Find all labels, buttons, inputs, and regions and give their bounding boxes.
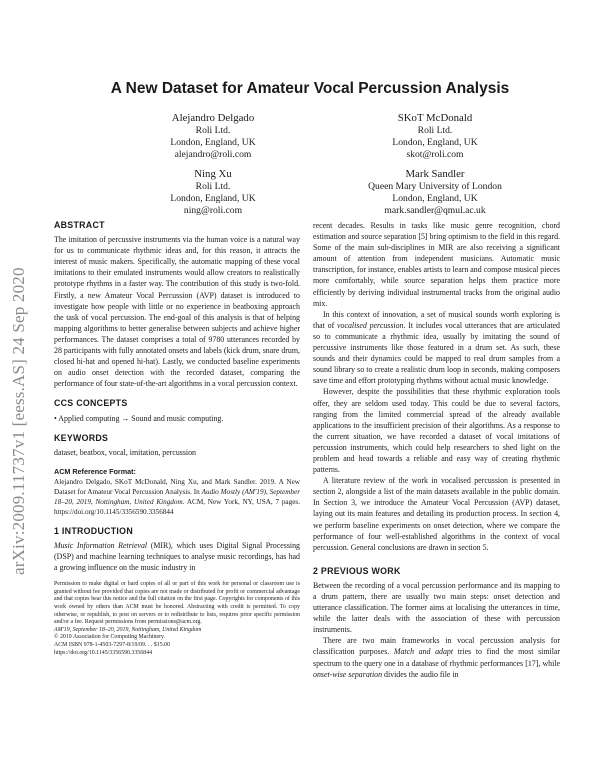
author-email: alejandro@roli.com	[174, 149, 252, 160]
intro-heading: 1 INTRODUCTION	[54, 525, 133, 536]
text-run: tries to find the most similar spectrum to the query one in a database of rhythmic performances [17], while	[313, 647, 561, 668]
author-affiliation: Roli Ltd.	[417, 125, 453, 136]
author-name: SKoT McDonald	[397, 112, 473, 124]
author-affiliation: Roli Ltd.	[195, 125, 231, 136]
doi-line: https://doi.org/10.1145/3356590.3356844	[54, 649, 153, 656]
acm-reference-authors: Alejandro Delgado, SKoT McDonald, Ning Xu, and Mark Sandler. 2019. A New Dataset for Amateur Vocal Percussion Analysis. In	[54, 477, 300, 496]
author-affiliation: Roli Ltd.	[195, 181, 231, 192]
author-block	[320, 168, 550, 217]
paragraph: recent decades. Results in tasks like music genre recognition, chord estimation and source separation [5] bring optimism to the field in this regard. Some of the main sub-disciplines in MIR are also receiving a significant amount of attention from independent musicians. Automatic music transcription, for instance, enables artists to learn and compose musical pieces more comfortably, while source separation helps them practice more efficiently by deriving individual instrumental tracks from the original audio mix.	[313, 221, 560, 308]
author-block	[98, 168, 328, 217]
keywords-text: dataset, beatbox, vocal, imitation, percussion	[54, 447, 196, 457]
intro-lead-rest: (MIR), which uses Digital Signal Processing (DSP) and machine learning techniques to analyse music recordings, has had a growing influence on the music industry in	[54, 540, 300, 573]
ccs-heading: CCS CONCEPTS	[54, 398, 128, 409]
author-block	[320, 112, 550, 161]
copyright-line: © 2019 Association for Computing Machinery.	[54, 634, 166, 641]
ccs-text: • Applied computing → Sound and music computing.	[54, 413, 224, 423]
paper-title: A New Dataset for Amateur Vocal Percussion Analysis	[110, 80, 510, 97]
intro-lead-italic: Music Information Retrieval	[54, 540, 148, 550]
author-location: London, England, UK	[392, 193, 478, 204]
left-column	[54, 220, 300, 657]
intro-text	[54, 540, 300, 573]
copyright-footnote	[54, 581, 300, 657]
italic-term: vocalised percussion	[337, 320, 404, 330]
text-run: In this context of innovation, a set of musical sounds worth exploring is that of	[313, 309, 560, 330]
acm-reference	[54, 467, 300, 517]
paragraph: A literature review of the work in vocalised percussion is presented in section 2, alongside a list of the main datasets available in the public domain. In Section 3, we introduce the Amateur Vocal Percussion (AVP) dataset, laying out its main features and detailing its production process. In section 4, we perform baseline experiments on onset detection, where we compare the performance of four well-established algorithms in the context of vocal percussion. General conclusions are drawn in section 5.	[313, 476, 560, 552]
paragraph: However, despite the possibilities that these rhythmic exploration tools offer, they are seldom used today. This could be due to several factors, ranging from the limited commercial spread of the already available applications to the insufficient precision of their algorithms. As a response to the current situation, we have recorded a dataset of vocal imitations of percussion instruments, which could help researchers to shed light on the problem and head towards a reliable and easy way of creating rhythmic patterns.	[313, 387, 560, 475]
paragraph	[313, 309, 560, 387]
text-run: divides the audio file in	[382, 669, 459, 679]
author-name: Ning Xu	[194, 168, 232, 180]
keywords-heading: KEYWORDS	[54, 432, 109, 443]
text-run: There are two main frameworks in vocal percussion analysis for classification purposes.	[313, 636, 560, 657]
isbn-line: ACM ISBN 978-1-4503-7297-8/19/09. . . $15.00	[54, 641, 171, 648]
italic-term: onset-wise separation	[313, 669, 383, 679]
author-email: ning@roli.com	[183, 205, 243, 216]
right-column	[313, 220, 560, 680]
arxiv-stamp	[5, 205, 33, 575]
acm-reference-venue: Audio Mostly (AM'19), September 18–20, 2019, Nottingham, United Kingdom.	[54, 487, 300, 506]
text-run: . It includes vocal utterances that are articulated so to communicate a rhythmic idea, usually by imitating the sound of percussive instruments like those featured in a drum set. As such, these sounds and their dynamics could be mapped to real drum samples from a sound library so to create a realistic drum loop in seconds, making composers save time and effort prototyping rhythms without actual music knowledge.	[313, 320, 560, 386]
author-email: mark.sandler@qmul.ac.uk	[384, 205, 486, 216]
author-location: London, England, UK	[170, 137, 256, 148]
acm-reference-heading: ACM Reference Format:	[54, 466, 136, 476]
author-name: Mark Sandler	[405, 168, 465, 180]
author-affiliation: Queen Mary University of London	[368, 181, 502, 192]
paragraph: Between the recording of a vocal percussion performance and its mapping to a drum pattern, there are usually two main steps: onset detection and utterance classification. The former aims at localising the utterances in time, while the latter deals with the association of these with percussion instruments.	[313, 580, 560, 635]
paragraph	[313, 635, 560, 679]
author-block	[98, 112, 328, 161]
author-email: skot@roli.com	[406, 149, 464, 160]
conference-line: AM'19, September 18–20, 2019, Nottingham, United Kingdom	[54, 626, 202, 633]
arxiv-stamp-text: arXiv:2009.11737v1 [eess.AS] 24 Sep 2020	[9, 267, 28, 575]
acm-reference-rest: ACM, New York, NY, USA, 7 pages. https://doi.org/10.1145/3356590.3356844	[54, 497, 300, 516]
italic-term: Match and adapt	[393, 647, 454, 657]
author-name: Alejandro Delgado	[171, 112, 255, 124]
abstract-heading: ABSTRACT	[54, 220, 105, 230]
abstract-text: The imitation of percussive instruments via the human voice is a natural way for us to communicate rhythmic ideas and, for this reason, it attracts the interest of music makers. Specifically, the automatic mapping of these vocal imitations to their emulated instruments would allow creators to realistically prototype rhythms in a faster way. The contribution of this study is two-fold. Firstly, a new Amateur Vocal Percussion (AVP) dataset is introduced to investigate how people with little or no experience in beatboxing approach the task of vocal percussion. The end-goal of this analysis is that of helping mapping algorithms to better generalise between subjects and achieve higher performances. The dataset comprises a total of 9780 utterances recorded by 28 participants with fully annotated onsets and labels (kick drum, snare drum, closed hi-hat and opened hi-hat). Lastly, we conducted baseline experiments on audio onset detection with the recorded dataset, comparing the performance of four state-of-the-art algorithms in a vocal percussion context.	[54, 235, 300, 389]
author-location: London, England, UK	[170, 193, 256, 204]
permission-notice: Permission to make digital or hard copies of all or part of this work for personal or classroom use is granted without fee provided that copies are not made or distributed for profit or commercial advantage and that copies bear this notice and the full citation on the first page. Copyrights for components of this work owned by others than ACM must be honored. Abstracting with credit is permitted. To copy otherwise, or republish, to post on servers or to redistribute to lists, requires prior specific permission and/or a fee. Request permissions from permissions@acm.org.	[54, 581, 300, 626]
author-location: London, England, UK	[392, 137, 478, 148]
previous-work-heading: 2 PREVIOUS WORK	[313, 565, 401, 576]
